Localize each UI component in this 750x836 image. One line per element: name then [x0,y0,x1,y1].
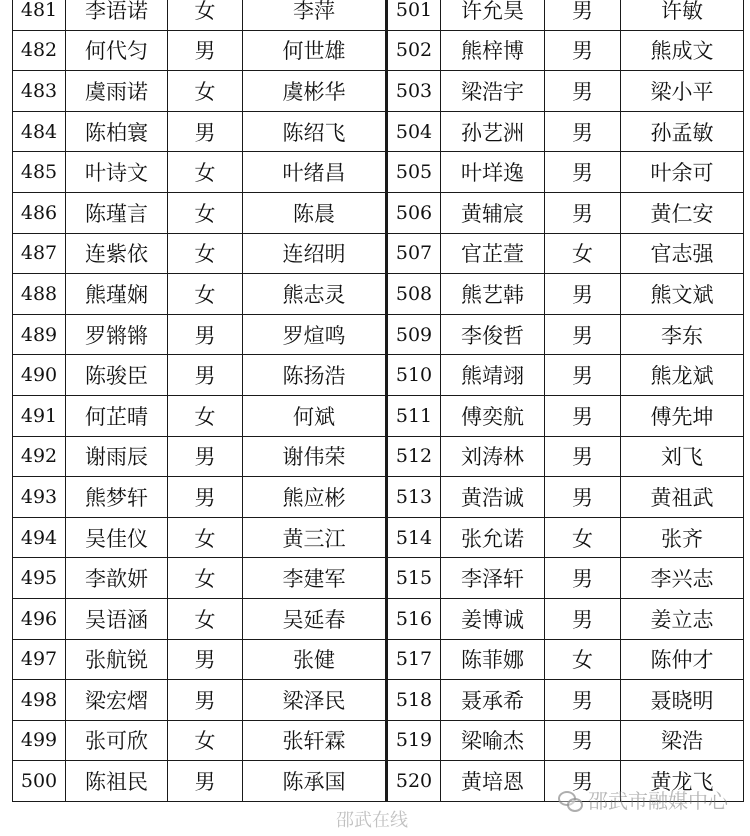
right-guardian-cell: 刘飞 [621,436,744,477]
left-name-cell: 谢雨辰 [66,436,168,477]
left-name-cell: 陈骏臣 [66,355,168,396]
left-name-cell: 连紫依 [66,233,168,274]
left-number-cell: 497 [13,639,66,680]
table-row [13,274,744,315]
right-number-cell: 519 [387,720,441,761]
page-bottom-margin [0,826,750,836]
right-gender-cell: 男 [545,314,621,355]
left-guardian-cell: 何世雄 [243,30,387,71]
left-guardian-cell: 李建军 [243,558,387,599]
left-guardian-cell: 熊志灵 [243,274,387,315]
left-gender-cell: 女 [168,558,243,599]
left-number-cell: 492 [13,436,66,477]
left-gender-cell: 女 [168,233,243,274]
right-guardian-cell: 李东 [621,314,744,355]
left-guardian-cell: 陈承国 [243,761,387,802]
table-row [13,30,744,71]
right-gender-cell: 男 [545,274,621,315]
right-gender-cell: 男 [545,680,621,721]
table-row [13,111,744,152]
left-guardian-cell: 陈绍飞 [243,111,387,152]
left-name-cell: 李歆妍 [66,558,168,599]
right-number-cell: 505 [387,152,441,193]
roster-table [12,0,744,802]
left-guardian-cell: 张轩霖 [243,720,387,761]
left-gender-cell: 男 [168,761,243,802]
right-name-cell: 叶垟逸 [441,152,545,193]
left-guardian-cell: 吴延春 [243,598,387,639]
right-name-cell: 官芷萱 [441,233,545,274]
left-guardian-cell: 李萍 [243,0,387,30]
left-guardian-cell: 叶绪昌 [243,152,387,193]
left-gender-cell: 女 [168,152,243,193]
right-guardian-cell: 黄龙飞 [621,761,744,802]
right-guardian-cell: 叶余可 [621,152,744,193]
left-number-cell: 488 [13,274,66,315]
right-gender-cell: 男 [545,192,621,233]
left-number-cell: 489 [13,314,66,355]
left-name-cell: 何代匀 [66,30,168,71]
left-guardian-cell: 何斌 [243,395,387,436]
right-guardian-cell: 熊文斌 [621,274,744,315]
right-guardian-cell: 黄祖武 [621,477,744,518]
watermark-text: 邵武市融媒中心 [588,789,728,813]
left-number-cell: 490 [13,355,66,396]
left-guardian-cell: 虞彬华 [243,71,387,112]
left-number-cell: 483 [13,71,66,112]
right-guardian-cell: 许敏 [621,0,744,30]
left-gender-cell: 女 [168,598,243,639]
right-gender-cell: 男 [545,761,621,802]
table-row [13,152,744,193]
table-row [13,761,744,802]
left-gender-cell: 男 [168,639,243,680]
right-number-cell: 511 [387,395,441,436]
left-number-cell: 485 [13,152,66,193]
left-name-cell: 吴语涵 [66,598,168,639]
left-number-cell: 500 [13,761,66,802]
table-row [13,720,744,761]
right-number-cell: 514 [387,517,441,558]
right-name-cell: 黄浩诚 [441,477,545,518]
right-gender-cell: 男 [545,436,621,477]
left-number-cell: 491 [13,395,66,436]
right-guardian-cell: 孙孟敏 [621,111,744,152]
right-number-cell: 502 [387,30,441,71]
right-guardian-cell: 张齐 [621,517,744,558]
right-number-cell: 513 [387,477,441,518]
right-name-cell: 陈菲娜 [441,639,545,680]
left-gender-cell: 男 [168,477,243,518]
left-number-cell: 495 [13,558,66,599]
table-row [13,436,744,477]
left-name-cell: 梁宏熠 [66,680,168,721]
right-name-cell: 许允昊 [441,0,545,30]
left-name-cell: 何芷晴 [66,395,168,436]
right-name-cell: 熊艺韩 [441,274,545,315]
right-name-cell: 刘涛林 [441,436,545,477]
right-gender-cell: 男 [545,111,621,152]
left-name-cell: 陈瑾言 [66,192,168,233]
left-guardian-cell: 张健 [243,639,387,680]
right-gender-cell: 男 [545,152,621,193]
right-name-cell: 李俊哲 [441,314,545,355]
right-gender-cell: 男 [545,558,621,599]
table-row [13,192,744,233]
right-guardian-cell: 聂晓明 [621,680,744,721]
table-row [13,558,744,599]
table-row [13,233,744,274]
table-row [13,680,744,721]
left-number-cell: 484 [13,111,66,152]
right-guardian-cell: 熊成文 [621,30,744,71]
right-gender-cell: 男 [545,0,621,30]
right-name-cell: 熊靖翊 [441,355,545,396]
right-guardian-cell: 梁小平 [621,71,744,112]
left-name-cell: 李语诺 [66,0,168,30]
table-row [13,395,744,436]
left-guardian-cell: 连绍明 [243,233,387,274]
left-name-cell: 熊瑾娴 [66,274,168,315]
right-gender-cell: 女 [545,517,621,558]
right-name-cell: 张允诺 [441,517,545,558]
left-number-cell: 486 [13,192,66,233]
left-number-cell: 487 [13,233,66,274]
right-name-cell: 黄辅宸 [441,192,545,233]
table-row [13,598,744,639]
right-number-cell: 517 [387,639,441,680]
right-number-cell: 520 [387,761,441,802]
table-row [13,517,744,558]
right-number-cell: 509 [387,314,441,355]
table-row [13,639,744,680]
right-gender-cell: 女 [545,639,621,680]
watermark-bottom: 邵武在线 [336,810,408,831]
right-gender-cell: 女 [545,233,621,274]
left-name-cell: 虞雨诺 [66,71,168,112]
left-name-cell: 张航锐 [66,639,168,680]
right-guardian-cell: 梁浩 [621,720,744,761]
left-guardian-cell: 黄三江 [243,517,387,558]
left-name-cell: 罗锵锵 [66,314,168,355]
right-number-cell: 507 [387,233,441,274]
right-name-cell: 孙艺洲 [441,111,545,152]
left-gender-cell: 女 [168,274,243,315]
right-gender-cell: 男 [545,71,621,112]
left-guardian-cell: 罗煊鸣 [243,314,387,355]
right-gender-cell: 男 [545,598,621,639]
left-gender-cell: 女 [168,720,243,761]
left-guardian-cell: 陈扬浩 [243,355,387,396]
right-number-cell: 512 [387,436,441,477]
right-guardian-cell: 官志强 [621,233,744,274]
left-gender-cell: 男 [168,680,243,721]
left-guardian-cell: 谢伟荣 [243,436,387,477]
table-row [13,314,744,355]
left-gender-cell: 男 [168,314,243,355]
left-name-cell: 吴佳仪 [66,517,168,558]
left-number-cell: 499 [13,720,66,761]
right-gender-cell: 男 [545,355,621,396]
right-guardian-cell: 陈仲才 [621,639,744,680]
left-gender-cell: 女 [168,517,243,558]
left-guardian-cell: 熊应彬 [243,477,387,518]
right-name-cell: 黄培恩 [441,761,545,802]
right-number-cell: 504 [387,111,441,152]
right-guardian-cell: 李兴志 [621,558,744,599]
left-name-cell: 陈柏寰 [66,111,168,152]
left-number-cell: 498 [13,680,66,721]
left-number-cell: 482 [13,30,66,71]
left-name-cell: 叶诗文 [66,152,168,193]
table-row [13,0,744,30]
right-gender-cell: 男 [545,477,621,518]
left-gender-cell: 女 [168,71,243,112]
right-name-cell: 熊梓博 [441,30,545,71]
left-name-cell: 陈祖民 [66,761,168,802]
left-number-cell: 481 [13,0,66,30]
right-name-cell: 姜博诚 [441,598,545,639]
left-gender-cell: 男 [168,436,243,477]
left-number-cell: 494 [13,517,66,558]
right-number-cell: 510 [387,355,441,396]
right-gender-cell: 男 [545,30,621,71]
left-gender-cell: 男 [168,355,243,396]
right-name-cell: 李泽轩 [441,558,545,599]
right-guardian-cell: 姜立志 [621,598,744,639]
left-gender-cell: 女 [168,0,243,30]
right-gender-cell: 男 [545,720,621,761]
right-guardian-cell: 傅先坤 [621,395,744,436]
right-number-cell: 508 [387,274,441,315]
table-row [13,71,744,112]
left-number-cell: 493 [13,477,66,518]
left-guardian-cell: 梁泽民 [243,680,387,721]
right-name-cell: 梁浩宇 [441,71,545,112]
left-gender-cell: 女 [168,192,243,233]
right-guardian-cell: 黄仁安 [621,192,744,233]
left-gender-cell: 女 [168,395,243,436]
left-guardian-cell: 陈晨 [243,192,387,233]
right-number-cell: 515 [387,558,441,599]
table-row [13,477,744,518]
right-number-cell: 516 [387,598,441,639]
right-number-cell: 518 [387,680,441,721]
right-gender-cell: 男 [545,395,621,436]
right-number-cell: 501 [387,0,441,30]
roster-body [13,0,744,801]
right-number-cell: 503 [387,71,441,112]
left-gender-cell: 男 [168,111,243,152]
right-name-cell: 聂承希 [441,680,545,721]
left-gender-cell: 男 [168,30,243,71]
left-name-cell: 张可欣 [66,720,168,761]
left-name-cell: 熊梦轩 [66,477,168,518]
right-guardian-cell: 熊龙斌 [621,355,744,396]
right-name-cell: 傅奕航 [441,395,545,436]
table-row [13,355,744,396]
right-name-cell: 梁喻杰 [441,720,545,761]
right-number-cell: 506 [387,192,441,233]
left-number-cell: 496 [13,598,66,639]
